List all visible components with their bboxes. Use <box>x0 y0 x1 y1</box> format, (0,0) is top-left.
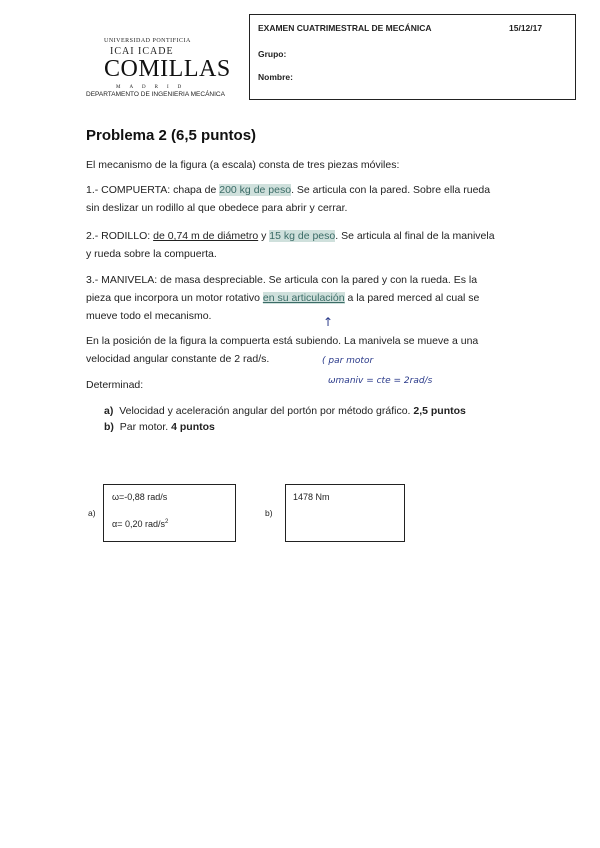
group-label: Grupo: <box>258 49 287 59</box>
position-paragraph <box>86 332 516 368</box>
logo-city: MADRID <box>116 85 191 90</box>
problem-intro: El mecanismo de la figura (a escala) consta de tres piezas móviles: <box>86 159 400 171</box>
compuerta-weight: 200 kg de peso <box>219 184 292 196</box>
item-compuerta-line2: sin deslizar un rodillo al que obedece para abrir y cerrar. <box>86 202 348 214</box>
handwritten-note-omega: ωmaniv = cte = 2rad/s <box>328 376 433 386</box>
answer-a-box <box>103 484 236 542</box>
item-manivela-line2: pieza que incorpora un motor rotativo en su articulación a la pared merced al cual se <box>86 292 480 304</box>
logo-university-line: UNIVERSIDAD PONTIFICIA <box>104 38 191 44</box>
position-line1: En la posición de la figura la compuerta está subiendo. La manivela se mueve a una <box>86 335 479 347</box>
rodillo-diameter: de 0,74 m de diámetro <box>153 230 259 242</box>
logo-icai-icade: ICAI ICADE <box>110 46 174 57</box>
item-rodillo-line1: 2.- RODILLO: de 0,74 m de diámetro y 15 kg de peso. Se articula al final de la manivela <box>86 230 495 242</box>
answer-alpha: α= 0,20 rad/$s^2$ <box>112 519 169 529</box>
logo-name: COMILLAS <box>104 56 231 82</box>
handwritten-note-motor: ( par motor <box>322 356 374 366</box>
exam-title: EXAMEN CUATRIMESTRAL DE MECÁNICA <box>258 23 432 33</box>
question-b: b) Par motor. 4 puntos <box>104 421 215 433</box>
item-manivela-line1: 3.- MANIVELA: de masa despreciable. Se articula con la pared y con la rueda. Es la <box>86 274 478 286</box>
position-line2: velocidad angular constante de 2 rad/s. <box>86 353 270 365</box>
answer-b-box <box>285 484 405 542</box>
answer-omega: ω=-0,88 rad/s <box>112 492 168 502</box>
question-list <box>104 403 524 435</box>
motor-articulation: en su articulación <box>262 292 345 304</box>
rodillo-weight: 15 kg de peso <box>269 230 336 242</box>
item-compuerta <box>86 181 516 217</box>
item-rodillo <box>86 227 516 263</box>
question-a: a) Velocidad y aceleración angular del portón por método gráfico. 2,5 puntos <box>104 405 466 417</box>
exam-header-box <box>249 14 576 100</box>
item-compuerta-line1: 1.- COMPUERTA: chapa de 200 kg de peso. Se articula con la pared. Sobre ella rueda <box>86 184 491 196</box>
name-label: Nombre: <box>258 72 293 82</box>
answer-a-label: a) <box>88 508 96 518</box>
handwritten-arrow: ↑ <box>323 315 334 329</box>
item-rodillo-line2: y rueda sobre la compuerta. <box>86 248 217 260</box>
answer-b-label: b) <box>265 508 273 518</box>
answer-motor-torque: 1478 Nm <box>293 492 330 502</box>
item-manivela <box>86 271 516 325</box>
item-manivela-line3: mueve todo el mecanismo. <box>86 310 212 322</box>
determine-label: Determinad: <box>86 379 144 391</box>
logo-department: DEPARTAMENTO DE INGENIERIA MECÁNICA <box>86 91 225 98</box>
problem-title: Problema 2 (6,5 puntos) <box>86 127 257 144</box>
exam-date: 15/12/17 <box>509 23 543 33</box>
